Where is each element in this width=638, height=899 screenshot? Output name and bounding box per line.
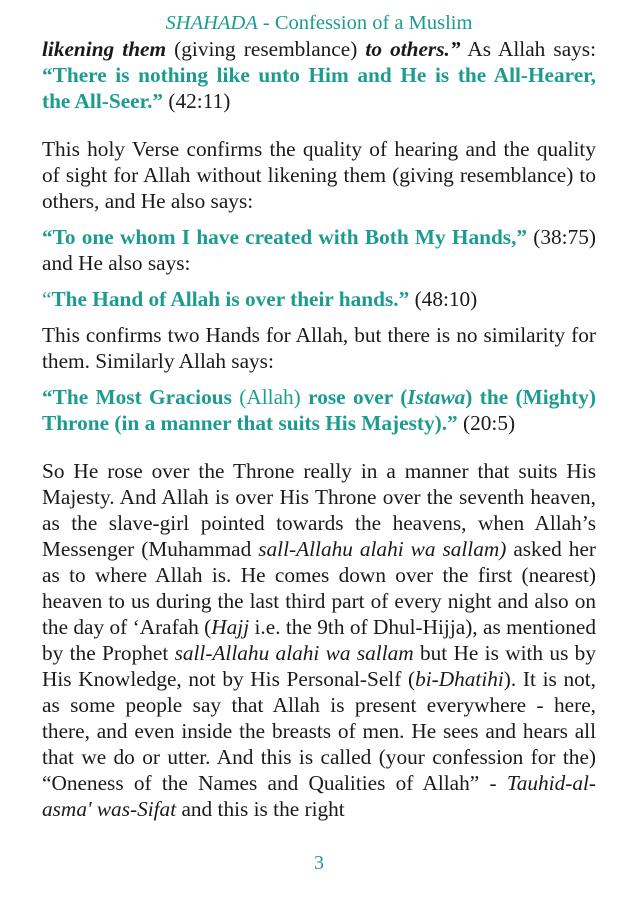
header-title: SHAHADA	[165, 12, 258, 34]
p7-span-1: So He rose over the Throne really in a manner that suits His Majesty. And Allah is over His Throne over the seventh heaven, as the slave-girl pointed towards the heavens, when Allah’s Messenger (Muhammad	[42, 459, 596, 561]
p7-span-4: Hajj	[211, 615, 250, 639]
paragraph-4	[42, 286, 596, 312]
quran-quote-38-75: “To one whom I have created with Both My Hands,”	[42, 225, 528, 249]
p1-reference: (42:11)	[163, 89, 231, 113]
p7-span-10: Tauhid-al-asma' was-Sifat	[42, 771, 596, 821]
paragraph-2: This holy Verse confirms the quality of hearing and the quality of sight for Allah without likening them (giving resemblance) to others, and He also says:	[42, 137, 596, 213]
paragraph-6	[42, 384, 596, 436]
page-number: 3	[314, 852, 324, 874]
quran-quote-48-10: The Hand of Allah is over their hands.”	[51, 287, 410, 311]
p6-span-2: (Allah)	[231, 385, 309, 409]
p6-span-4: Istawa	[407, 385, 466, 409]
p1-span-4: As Allah says:	[460, 37, 596, 61]
p3-reference: (38:75) and He also says:	[42, 225, 596, 275]
p7-span-7: but He is with us by His Knowledge, not by His Personal-Self (	[42, 641, 596, 691]
p7-span-2: sall-Allahu alahi wa sallam)	[258, 537, 507, 561]
p1-span-1: likening them	[42, 37, 167, 61]
p4-reference: (48:10)	[409, 287, 478, 311]
p6-span-5: ) the (Mighty) Throne (in a manner that suits His Majesty).”	[42, 385, 596, 435]
p7-span-5: i.e. the 9th of Dhul-Hijja), as mentioned by the Prophet	[42, 615, 596, 665]
p4-open-quote: “	[42, 287, 52, 311]
p7-span-3: asked her as to where Allah is. He comes down over the first (nearest) heaven to us during the last third part of every night and also on the day of ‘Arafah (	[42, 537, 596, 639]
p1-span-3: to others.”	[365, 37, 461, 61]
paragraph-3	[42, 224, 596, 276]
p7-span-9: ). It is not, as some people say that Allah is present everywhere - here, there, and even inside the breasts of men. He sees and hears all that we do or utter. And this is called (your confession for the) “Oneness of the Names and Qualities of Allah” -	[42, 667, 596, 795]
p7-span-11: and this is the right	[176, 797, 345, 821]
paragraph-5: This confirms two Hands for Allah, but there is no similarity for them. Similarly Allah says:	[42, 323, 596, 373]
p1-span-2: (giving resemblance)	[166, 37, 366, 61]
page-content	[42, 10, 596, 822]
p6-span-1: “The Most Gracious	[42, 385, 232, 409]
paragraph-7	[42, 458, 596, 822]
paragraph-1	[42, 36, 596, 114]
header-subtitle: - Confession of a Muslim	[257, 12, 473, 34]
p6-reference: (20:5)	[457, 411, 516, 435]
running-header	[42, 10, 596, 36]
p7-span-6: sall-Allahu alahi wa sallam	[174, 641, 414, 665]
p7-span-8: bi-Dhatihi	[415, 667, 504, 691]
quran-quote-42-11: “There is nothing like unto Him and He is the All-Hearer, the All-Seer.”	[42, 63, 596, 113]
p6-span-3: rose over (	[308, 385, 408, 409]
